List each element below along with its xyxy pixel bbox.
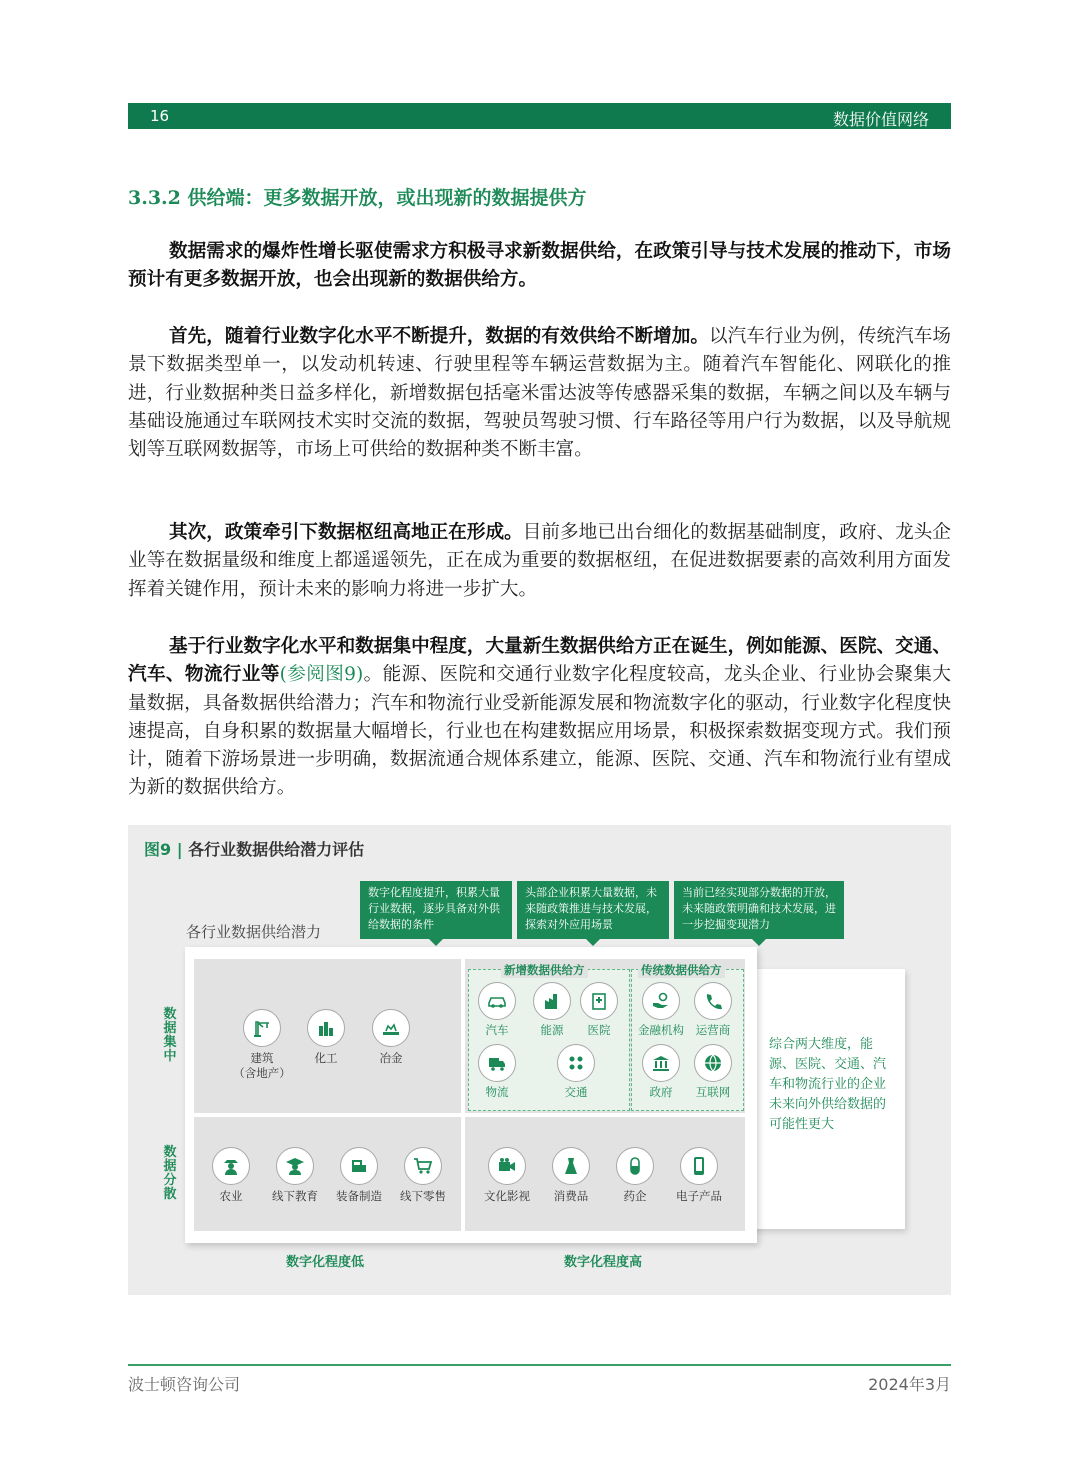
- figure-reference-link[interactable]: (参阅图9): [279, 664, 364, 686]
- electronics-label: 电子产品: [676, 1189, 722, 1203]
- metallurgy-label: 冶金: [379, 1051, 403, 1065]
- finance-icon: [642, 982, 680, 1020]
- section-title: 3.3.2 供给端：更多数据开放，或出现新的数据提供方: [128, 187, 587, 209]
- equipment-manufacturing-label: 装备制造: [336, 1189, 382, 1203]
- financial-institution-label: 金融机构: [638, 1023, 684, 1037]
- new-suppliers-label: 新增数据供给方: [501, 962, 588, 978]
- truck-icon: [478, 1044, 516, 1082]
- transportation-label: 交通: [564, 1085, 588, 1099]
- energy-label: 能源: [540, 1023, 564, 1037]
- pill-icon: [616, 1147, 654, 1185]
- callout-open-data: 当前已经实现部分数据的开放，未来随政策明确和技术发展，进一步挖掘变现潜力: [674, 881, 844, 939]
- figure-9: [128, 825, 951, 1295]
- matrix-panel: [185, 947, 757, 1243]
- x-label-high: 数字化程度高: [564, 1255, 643, 1270]
- power-plant-icon: [533, 982, 571, 1020]
- cart-icon: [404, 1147, 442, 1185]
- figure-number: 图9: [144, 840, 172, 859]
- page-header-bar: [128, 103, 951, 129]
- furnace-icon: [372, 1009, 410, 1047]
- traffic-icon: [557, 1044, 595, 1082]
- paragraph-4-body: 。能源、医院和交通行业数字化程度较高，龙头企业、行业协会聚集大量数据，具备数据供给潜力；汽车和物流行业受新能源发展和物流数字化的驱动，行业数字化程度快速提高，自身积累的数据量大幅增长，行业也在构建数据应用场景，积极探索数据变现方式。我们预计，随着下游场景进一步明确，数据流通合规体系建立，能源、医院、交通、汽车和物流行业有望成为新的数据供给方。: [128, 664, 951, 799]
- smartphone-icon: [680, 1147, 718, 1185]
- paragraph-3-lead: 其次，政策牵引下数据枢纽高地正在形成。: [169, 522, 523, 543]
- government-label: 政府: [649, 1085, 673, 1099]
- callout-leading-firms: 头部企业积累大量数据，未来随政策推进与技术发展，探索对外应用场景: [517, 881, 669, 939]
- hospital-label: 医院: [587, 1023, 611, 1037]
- hospital-icon: [580, 982, 618, 1020]
- footer-divider: [128, 1364, 951, 1366]
- culture-film-label: 文化影视: [484, 1189, 530, 1203]
- construction-sublabel: （含地产）: [233, 1066, 291, 1080]
- paragraph-4-lead: 基于行业数字化水平和数据集中程度，大量新生数据供给方正在诞生，例如能源、医院、交通、汽车、物流行业等: [128, 636, 951, 686]
- paragraph-1: [128, 238, 951, 295]
- y-label-dispersed: 数 据 分 散: [163, 1145, 177, 1202]
- dress-icon: [552, 1147, 590, 1185]
- farmer-icon: [212, 1147, 250, 1185]
- agriculture-label: 农业: [219, 1189, 243, 1203]
- internet-label: 互联网: [695, 1085, 731, 1099]
- paragraph-2-body: 以汽车行业为例，传统汽车场景下数据类型单一，以发动机转速、行驶里程等车辆运营数据为主。随着汽车智能化、网联化的推进，行业数据种类日益多样化，新增数据包括毫米雷达波等传感器采集的数据，车辆之间以及车辆与基础设施通过车联网技术实时交流的数据，驾驶员驾驶习惯、行车路径等用户行为数据，以及导航规划等互联网数据等，市场上可供给的数据种类不断丰富。: [128, 326, 951, 461]
- y-label-concentrated: 数 据 集 中: [163, 1007, 177, 1064]
- paragraph-4: [128, 633, 951, 803]
- paragraph-1-text: 数据需求的爆炸性增长驱使需求方积极寻求新数据供给，在政策引导与技术发展的推动下，市场预计有更多数据开放，也会出现新的数据供给方。: [128, 241, 951, 291]
- machine-icon: [340, 1147, 378, 1185]
- figure-title-separator: |: [176, 840, 183, 859]
- paragraph-3-body: 目前多地已出台细化的数据基础制度，政府、龙头企业等在数据量级和维度上都遥遥领先，正在成为重要的数据枢纽，在促进数据要素的高效利用方面发挥着关键作用，预计未来的影响力将进一步扩大。: [128, 522, 951, 600]
- conclusion-text: 综合两大维度，能源、医院、交通、汽车和物流行业的企业未来向外供给数据的可能性更大: [769, 1037, 887, 1132]
- chemical-label: 化工: [314, 1051, 338, 1065]
- offline-education-label: 线下教育: [272, 1189, 318, 1203]
- figure-title-text: 各行业数据供给潜力评估: [188, 840, 365, 859]
- factory-icon: [307, 1009, 345, 1047]
- paragraph-3: [128, 519, 951, 604]
- consumer-goods-label: 消费品: [553, 1189, 589, 1203]
- conclusion-panel: [749, 969, 905, 1229]
- paragraph-2: [128, 323, 951, 464]
- construction-label: 建筑: [250, 1051, 274, 1065]
- phone-icon: [694, 982, 732, 1020]
- report-title: 数据价值网络: [832, 110, 929, 129]
- paragraph-2-lead: 首先，随着行业数字化水平不断提升，数据的有效供给不断增加。: [169, 326, 709, 347]
- footer-company: 波士顿咨询公司: [128, 1375, 241, 1394]
- logistics-label: 物流: [485, 1085, 509, 1099]
- auto-label: 汽车: [485, 1023, 509, 1037]
- telecom-label: 运营商: [695, 1023, 731, 1037]
- potential-label: 各行业数据供给潜力: [186, 923, 322, 941]
- camera-icon: [488, 1147, 526, 1185]
- callout-digitalization: 数字化程度提升，积累大量行业数据，逐步具备对外供给数据的条件: [360, 881, 512, 939]
- page-number: 16: [150, 107, 170, 125]
- figure-title: [144, 837, 364, 860]
- crane-icon: [243, 1009, 281, 1047]
- footer-date: 2024年3月: [868, 1375, 951, 1394]
- globe-icon: [694, 1044, 732, 1082]
- car-icon: [478, 982, 516, 1020]
- x-label-low: 数字化程度低: [286, 1255, 365, 1270]
- pharma-label: 药企: [623, 1189, 647, 1203]
- government-icon: [642, 1044, 680, 1082]
- graduate-icon: [276, 1147, 314, 1185]
- offline-retail-label: 线下零售: [400, 1189, 446, 1203]
- traditional-suppliers-label: 传统数据供给方: [638, 962, 725, 978]
